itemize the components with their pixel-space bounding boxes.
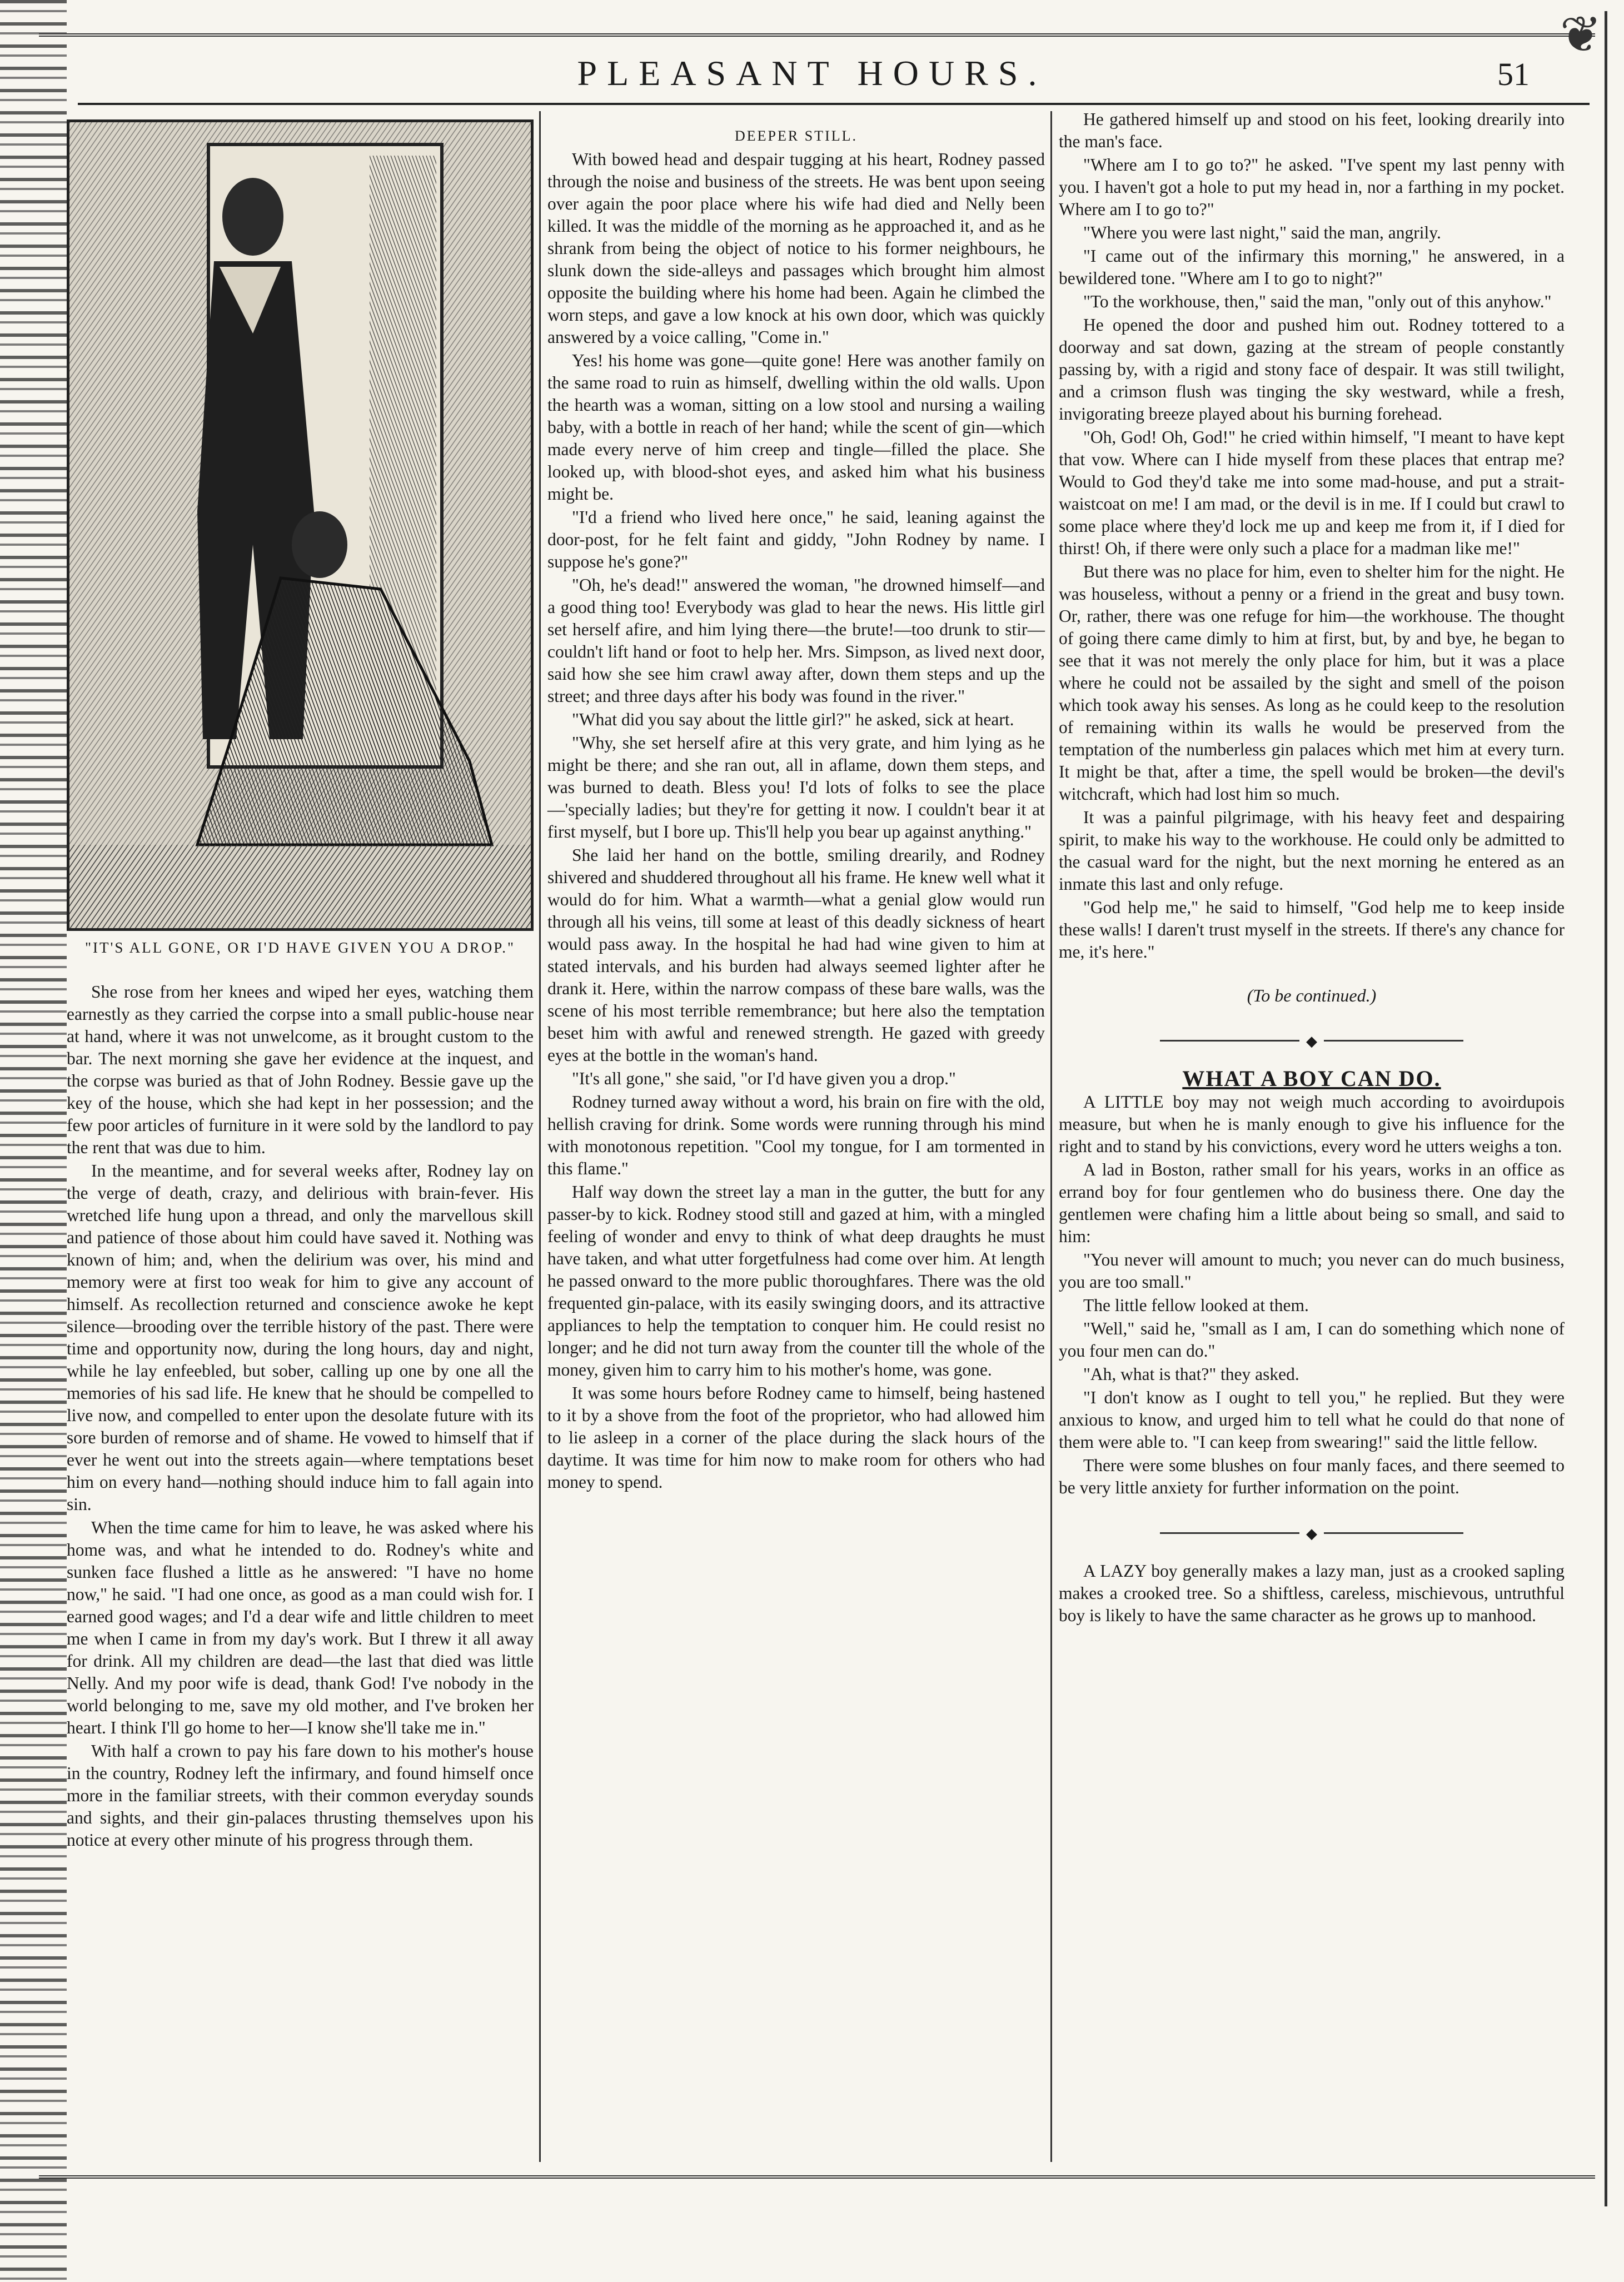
to-be-continued: (To be continued.) <box>1247 985 1377 1005</box>
column-1 <box>67 981 534 1852</box>
paragraph: She laid her hand on the bottle, smiling drearily, and Rodney shivered and shuddered throughout all his frame. He knew well what it would do for him. What a warmth—what a genial glow would run through all his veins, till some at least of this deadly sickness of heart would pass away. In the hospital he had had wine given to him at stated intervals, and his burden had always seemed lighter after he drank it. Here, within the narrow compass of these bare walls, was the scene of his most terrible remembrance; but here also the temptation beset him with awful and renewed strength. He gazed with greedy eyes at the bottle in the woman's hand. <box>547 845 1045 1065</box>
paragraph: Yes! his home was gone—quite gone! Here was another family on the same road to ruin as himself, dwelling within the old walls. Upon the hearth was a woman, sitting on a low stool and nursing a wailing baby, with a bottle in reach of her hand; while the scent of gin—which made every nerve of him creep and tingle—filled the place. She looked up, with blood-shot eyes, and asked him what his business might be. <box>547 351 1045 504</box>
engraving-svg <box>69 122 531 928</box>
paragraph: "You never will amount to much; you never can do much business, you are too small." <box>1059 1250 1565 1292</box>
ornamental-divider <box>1160 1040 1463 1045</box>
paragraph: "Well," said he, "small as I am, I can do something which none of you four men can do." <box>1059 1319 1565 1361</box>
corner-flourish-icon: ❦ <box>1560 6 1602 64</box>
paragraph: With half a crown to pay his fare down to his mother's house in the country, Rodney left the infirmary, and found himself once more in the familiar streets, with their common everyday sounds and sights, and their gin-palaces thrusting themselves upon his notice at every other minute of his progress through them. <box>67 1741 534 1850</box>
paragraph: A LAZY boy generally makes a lazy man, just as a crooked sapling makes a crooked tree. So a shiftless, careless, mischievous, untruthful boy is likely to have the same character as he grows up to manhood. <box>1059 1561 1565 1625</box>
column-divider-2 <box>1050 111 1052 2162</box>
paragraph: Half way down the street lay a man in the gutter, the butt for any passer-by to kick. Rodney stood still and gazed at him, with a mingled feeling of wonder and envy to think of what deep draughts he must have taken, and what utter forgetfulness had come over him. At length he passed onward to the more public thoroughfares. There was the old frequented gin-palace, with its easily swinging doors, and its attractive appliances to help the temptation to conquer him. He could resist no longer; and he did not turn away from the counter till the whole of the money, given him to carry him to his mother's home, was gone. <box>547 1182 1045 1379</box>
illustration-caption: "IT'S ALL GONE, OR I'D HAVE GIVEN YOU A DROP." <box>84 939 516 956</box>
paragraph: "I'd a friend who lived here once," he said, leaning against the door-post, for he felt faint and giddy, "John Rodney by name. I suppose he's gone?" <box>547 507 1045 571</box>
paragraph: In the meantime, and for several weeks after, Rodney lay on the verge of death, crazy, and delirious with brain-fever. His wretched life hung upon a thread, and only the marvellous skill and patience of those about him could have saved it. Nothing was known of him; and, when the delirium was over, his mind and memory were at first too weak for him to give any account of himself. As recollection returned and conscience awoke he kept silence—brooding over the terrible history of the past. There were time and opportunity now, during the long hours, day and night, while he lay enfeebled, but sober, calling up one by one all the memories of his sad life. He knew that he should be compelled to live now, and compelled to enter upon the desolate future with its sore burden of remorse and of shame. He vowed to himself that if ever he went out into the streets again—where temptations beset him on every hand—nothing should induce him to fall again into sin. <box>67 1161 534 1514</box>
column-3 <box>1059 108 1565 1628</box>
paragraph: It was some hours before Rodney came to himself, being hastened to it by a shove from the foot of the proprietor, who had allowed him to lie asleep in a corner of the place during the slack hours of the daytime. It was time for him now to make room for others who had money to spend. <box>547 1383 1045 1492</box>
page-top-ornament <box>39 33 1595 56</box>
paragraph: "What did you say about the little girl?" he asked, sick at heart. <box>572 710 1014 729</box>
paragraph: "To the workhouse, then," said the man, "only out of this anyhow." <box>1083 292 1552 311</box>
running-title: PLEASANT HOURS. <box>577 53 1047 93</box>
paragraph: "Where am I to go to?" he asked. "I've spent my last penny with you. I haven't got a hole to put my head in, nor a farthing in my pocket. Where am I to go to?" <box>1059 155 1565 219</box>
page-right-ornament <box>1574 11 1607 2206</box>
paragraph: "I came out of the infirmary this morning," he answered, in a bewildered tone. "Where am I to go to night?" <box>1059 246 1565 288</box>
column-2 <box>547 125 1045 1494</box>
paragraph: The little fellow looked at them. <box>1083 1296 1309 1315</box>
paragraph: A LITTLE boy may not weigh much according to avoirdupois measure, but when he is manly enough to give his influence for the right and to stand by his convictions, every word he utters weighs a ton. <box>1059 1092 1565 1156</box>
paragraph: "I don't know as I ought to tell you," he replied. But they were anxious to know, and urged him to tell what he could do that none of them were able to. "I can keep from swearing!" said the little fellow. <box>1059 1388 1565 1452</box>
article-title-what-a-boy-can-do: WHAT A BOY CAN DO. <box>1182 1066 1441 1091</box>
paragraph: "Where you were last night," said the man, angrily. <box>1083 223 1441 242</box>
page-bottom-ornament <box>39 2156 1595 2179</box>
paragraph: She rose from her knees and wiped her eyes, watching them earnestly as they carried the corpse into a small public-house near at hand, where it was not unwelcome, as it brought custom to the bar. The next morning she gave her evidence at the inquest, and the corpse was buried as that of John Rodney. Bessie gave up the key of the house, which she had kept in her possession; and the few poor articles of furniture in it were sold by the landlord to pay the rent that was due to him. <box>67 982 534 1157</box>
paragraph: When the time came for him to leave, he was asked where his home was, and what he intended to do. Rodney's white and sunken face flushed a little as he answered: "I have no home now," he said. "I had one once, as good as a man could wish for. I earned good wages; and I'd a dear wife and little children to meet me when I came in from my day's work. But I threw it all away for drink. All my children are dead—the last that died was little Nelly. And my poor wife is dead, thank God! I've nobody in the world belonging to me, save my old mother, and I've broken her heart. I think I'll go home to her—I know she'll take me in." <box>67 1518 534 1737</box>
paragraph: He gathered himself up and stood on his feet, looking drearily into the man's face. <box>1059 109 1565 151</box>
paragraph: "Oh, he's dead!" answered the woman, "he drowned himself—and a good thing too! Everybody was glad to hear the news. His little girl set herself afire, and him lying there—the brute!—too drunk to stir—couldn't lift hand or foot to help her. Mrs. Simpson, as lived next door, said how she see him crawl away after, down them steps and up the street; and three days after his body was found in the river." <box>547 575 1045 706</box>
paragraph: Rodney turned away without a word, his brain on fire with the old, hellish craving for drink. Some words were running through his mind with monotonous repetition. "Cool my tongue, for I am tormented in this flame." <box>547 1092 1045 1178</box>
column-divider-1 <box>539 111 541 2162</box>
paragraph: There were some blushes on four manly faces, and there seemed to be very little anxiety for further information on the point. <box>1059 1456 1565 1497</box>
paragraph: It was a painful pilgrimage, with his heavy feet and despairing spirit, to make his way to the workhouse. He could only be admitted to the casual ward for the night, but the next morning he entered as an inmate this last and only refuge. <box>1059 808 1565 894</box>
paragraph: "Why, she set herself afire at this very grate, and him lying as he might be there; and she ran out, all in aflame, down them steps, and was burned to death. Bless you! I'd lots of folks to see the place—'specially ladies; but they're for getting it now. I couldn't bear it at first myself, but I bore up. This'll help you bear up against anything." <box>547 733 1045 841</box>
section-title-deeper-still: DEEPER STILL. <box>735 128 858 144</box>
header-rule <box>78 103 1590 105</box>
page-left-border-decoration <box>0 0 67 2282</box>
engraving-illustration <box>67 119 534 931</box>
paragraph: A lad in Boston, rather small for his years, works in an office as errand boy for four gentlemen who do business there. One day the gentlemen were chafing him a little about being so small, and said to him: <box>1059 1160 1565 1246</box>
paragraph: "Oh, God! Oh, God!" he cried within himself, "I meant to have kept that vow. Where can I hide myself from these places that entrap me? Would to God they'd take me into some mad-house, and put a strait-waistcoat on me! I am mad, or the devil is in me. If I could but crawl to some place where they'd lock me up and keep me from it, if I died for thirst! Oh, if there were only such a place for a madman like me!" <box>1059 427 1565 558</box>
paragraph: He opened the door and pushed him out. Rodney tottered to a doorway and sat down, gazing at the stream of people constantly passing by, with a rigid and stony face of despair. It was still twilight, and a crimson flush was tinging the sky westward, while a fresh, invigorating breeze played about his burning forehead. <box>1059 315 1565 423</box>
paragraph: "God help me," he said to himself, "God help me to keep inside these walls! I daren't trust myself in the streets. If there's any chance for me, it's here." <box>1059 898 1565 961</box>
paragraph: But there was no place for him, even to shelter him for the night. He was houseless, without a penny or a friend in the great and busy town. Or, rather, there was one refuge for him—the workhouse. The thought of going there came dimly to him at first, but, by and bye, he began to see that it was not merely the only place for him, but it was a place where he could not be assailed by the sight and smell of the poison which took away his senses. As long as he could keep to the resolution of remaining within its walls he would be preserved from the temptation of the numberless gin palaces which met him at every turn. It might be that, after a time, the spell would be broken—the devil's witchcraft, which had lost him so much. <box>1059 562 1565 804</box>
paragraph: "Ah, what is that?" they asked. <box>1083 1364 1299 1384</box>
ornamental-divider <box>1160 1532 1463 1538</box>
page-number: 51 <box>1497 56 1530 92</box>
paragraph: "It's all gone," she said, "or I'd have given you a drop." <box>572 1069 956 1088</box>
paragraph: With bowed head and despair tugging at his heart, Rodney passed through the noise and business of the streets. He was bent upon seeing over again the poor place where his wife had died and Nelly been killed. It was the middle of the morning as he approached it, and as he shrank from being the object of notice to his former neighbours, he slunk down the side-alleys and passages which brought him almost opposite the building where his home had been. Again he climbed the worn steps, and gave a low knock at his own door, which was quickly answered by a voice calling, "Come in." <box>547 150 1045 347</box>
